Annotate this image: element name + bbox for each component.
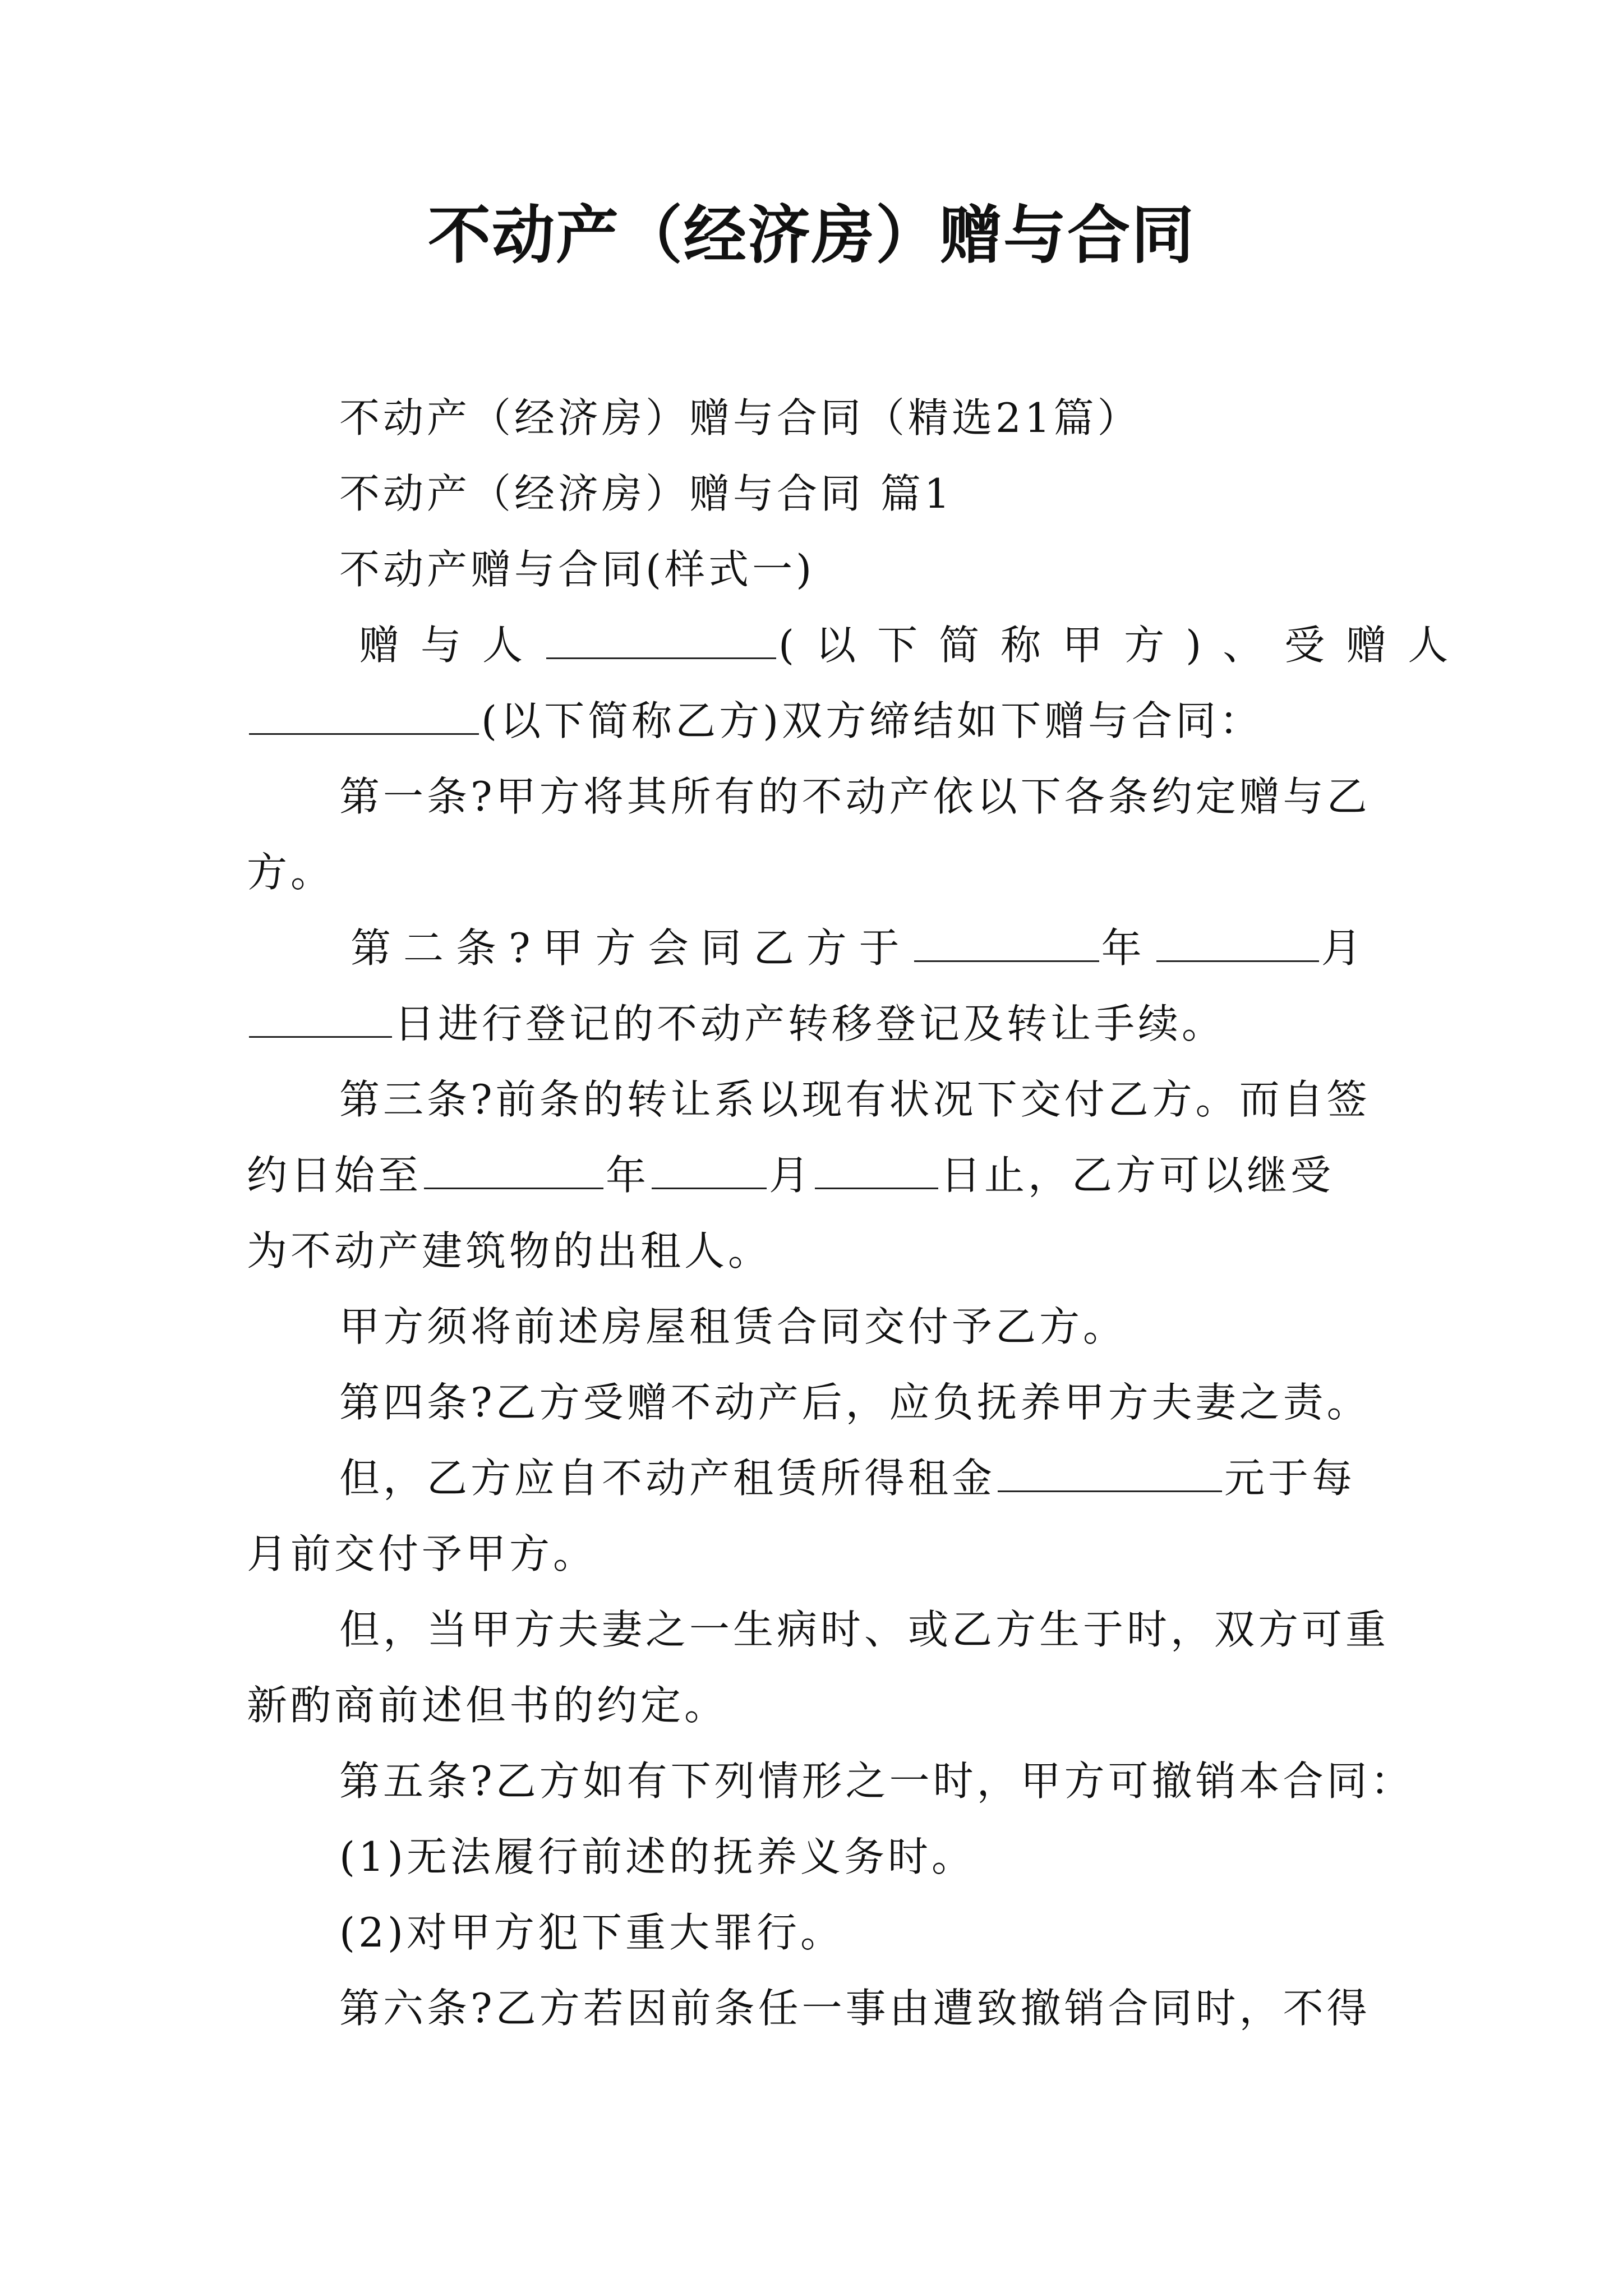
year-blank[interactable] (424, 1147, 603, 1189)
article-text: 日止，乙方可以继受 (940, 1152, 1335, 1199)
party-text: (以下简称乙方)双方缔结如下赠与合同： (481, 697, 1264, 744)
paragraph-line: 新酌商前述但书的约定。 (247, 1682, 728, 1729)
paragraph-line (351, 920, 1374, 976)
paragraph-line: 第六条?乙方若因前条任一事由遭致撤销合同时，不得 (339, 1985, 1371, 2032)
paragraph-line: 第三条?前条的转让系以现有状况下交付乙方。而自签 (339, 1076, 1371, 1123)
day-blank[interactable] (249, 996, 392, 1038)
year-label: 年 (1101, 924, 1154, 972)
article-text: 元于每 (1224, 1455, 1356, 1502)
month-label: 月 (769, 1152, 813, 1199)
list-item: (1)无法履行前述的抚养义务时。 (339, 1833, 975, 1880)
paragraph-line (247, 693, 1263, 749)
paragraph-line: 月前交付予甲方。 (247, 1530, 597, 1577)
article-text: 但，乙方应自不动产租赁所得租金 (339, 1455, 996, 1502)
paragraph-line (359, 617, 1469, 673)
paragraph-line: 但，当甲方夫妻之一生病时、或乙方生于时，双方可重 (339, 1606, 1390, 1653)
paragraph-line: 第一条?甲方将其所有的不动产依以下各条约定赠与乙 (339, 773, 1371, 820)
list-item: (2)对甲方犯下重大罪行。 (339, 1909, 844, 1956)
paragraph-line (247, 996, 1225, 1052)
paragraph-line: 甲方须将前述房屋租赁合同交付予乙方。 (339, 1303, 1127, 1350)
paragraph-line (247, 1147, 1334, 1203)
donor-name-blank[interactable] (546, 617, 776, 659)
paragraph-line: 第四条?乙方受赠不动产后，应负抚养甲方夫妻之责。 (339, 1379, 1371, 1426)
paragraph-line: 方。 (247, 849, 335, 896)
article-text: 日进行登记的不动产转移登记及转让手续。 (394, 1000, 1226, 1047)
recipient-name-blank[interactable] (249, 693, 479, 735)
year-blank[interactable] (914, 920, 1099, 962)
article-text: 第二条?甲方会同乙方于 (351, 924, 912, 972)
year-label: 年 (606, 1152, 650, 1199)
month-blank[interactable] (1156, 920, 1319, 962)
section-heading: 不动产（经济房）赠与合同 篇1 (339, 470, 953, 517)
paragraph-line: 第五条?乙方如有下列情形之一时，甲方可撤销本合同： (339, 1757, 1414, 1805)
rent-amount-blank[interactable] (998, 1450, 1222, 1492)
collection-heading: 不动产（经济房）赠与合同（精选21篇） (339, 394, 1141, 441)
party-text: (以下简称甲方)、受赠人 (778, 622, 1470, 669)
month-blank[interactable] (652, 1147, 767, 1189)
document-title: 不动产（经济房）赠与合同 (428, 199, 1195, 272)
donor-label: 赠与人 (359, 622, 545, 669)
day-blank[interactable] (815, 1147, 938, 1189)
article-text: 约日始至 (247, 1152, 422, 1199)
month-label: 月 (1321, 924, 1374, 972)
paragraph-line: 为不动产建筑物的出租人。 (247, 1227, 772, 1274)
paragraph-line (339, 1450, 1355, 1506)
form-heading: 不动产赠与合同(样式一) (339, 546, 815, 593)
